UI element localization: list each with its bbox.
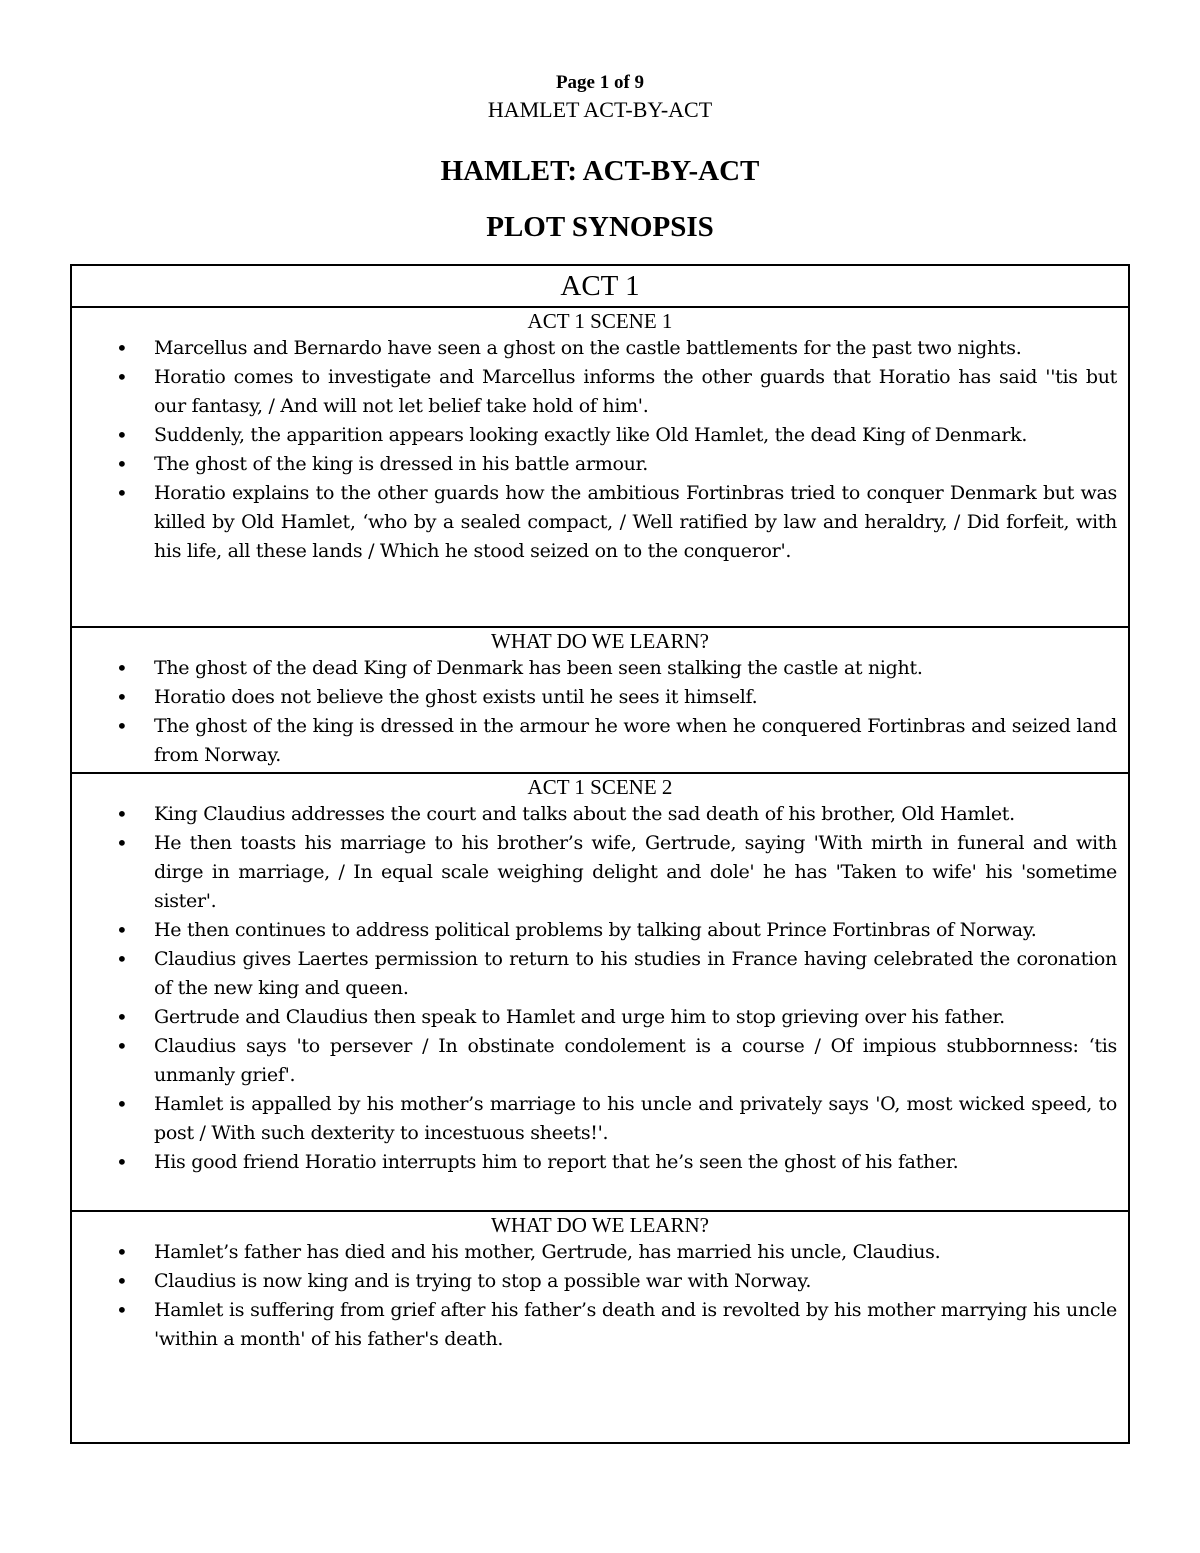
list-item: • He then continues to address political problems by talking about Prince Fortinbras of Norway. (72, 916, 1128, 945)
section-act1-scene1 (72, 308, 1128, 628)
bullet-list (72, 1238, 1128, 1354)
section-what-we-learn-2 (72, 1212, 1128, 1354)
bullet-list (72, 654, 1128, 770)
list-item: • The ghost of the king is dressed in the armour he wore when he conquered Fortinbras and seized land from Norway. (72, 712, 1128, 770)
list-item: • Hamlet is appalled by his mother’s marriage to his uncle and privately says 'O, most wicked speed, to post / With such dexterity to incestuous sheets!'. (72, 1090, 1128, 1148)
list-item: • Marcellus and Bernardo have seen a ghost on the castle battlements for the past two nights. (72, 334, 1128, 363)
act-heading: ACT 1 (72, 266, 1128, 308)
list-item: • Hamlet is suffering from grief after his father’s death and is revolted by his mother marrying his uncle 'within a month' of his father's death. (72, 1296, 1128, 1354)
list-item: • Suddenly, the apparition appears looking exactly like Old Hamlet, the dead King of Denmark. (72, 421, 1128, 450)
section-heading: WHAT DO WE LEARN? (491, 1213, 709, 1237)
list-item: • Horatio does not believe the ghost exists until he sees it himself. (72, 683, 1128, 712)
synopsis-table (70, 264, 1130, 1444)
list-item: • Claudius is now king and is trying to stop a possible war with Norway. (72, 1267, 1128, 1296)
list-item: • Horatio comes to investigate and Marcellus informs the other guards that Horatio has said ''tis but our fantasy, / And will not let belief take hold of him'. (72, 363, 1128, 421)
running-header: HAMLET ACT-BY-ACT (487, 97, 713, 122)
list-item: • Horatio explains to the other guards how the ambitious Fortinbras tried to conquer Denmark but was killed by Old Hamlet, ‘who by a sealed compact, / Well ratified by law and heraldry, / Did forfeit, with his life, all these lands / Which he stood seized on to the conqueror'. (72, 479, 1128, 566)
document-subtitle: PLOT SYNOPSIS (486, 211, 714, 243)
bullet-list (72, 334, 1128, 566)
section-heading: WHAT DO WE LEARN? (491, 629, 709, 653)
list-item: • King Claudius addresses the court and talks about the sad death of his brother, Old Hamlet. (72, 800, 1128, 829)
list-item: • Claudius says 'to persever / In obstinate condolement is a course / Of impious stubbornness: ‘tis unmanly grief'. (72, 1032, 1128, 1090)
list-item: • Gertrude and Claudius then speak to Hamlet and urge him to stop grieving over his father. (72, 1003, 1128, 1032)
section-what-we-learn-1 (72, 628, 1128, 774)
list-item: • He then toasts his marriage to his brother’s wife, Gertrude, saying 'With mirth in funeral and with dirge in marriage, / In equal scale weighing delight and dole' he has 'Taken to wife' his 'sometime sister'. (72, 829, 1128, 916)
document-title: HAMLET: ACT-BY-ACT (440, 155, 760, 187)
list-item: • The ghost of the dead King of Denmark has been seen stalking the castle at night. (72, 654, 1128, 683)
bullet-list (72, 800, 1128, 1177)
section-act1-scene2 (72, 774, 1128, 1212)
section-heading: ACT 1 SCENE 1 (527, 309, 673, 333)
list-item: • Hamlet’s father has died and his mother, Gertrude, has married his uncle, Claudius. (72, 1238, 1128, 1267)
page-number: Page 1 of 9 (555, 72, 645, 93)
list-item: • Claudius gives Laertes permission to return to his studies in France having celebrated the coronation of the new king and queen. (72, 945, 1128, 1003)
list-item: • His good friend Horatio interrupts him to report that he’s seen the ghost of his father. (72, 1148, 1128, 1177)
list-item: • The ghost of the king is dressed in his battle armour. (72, 450, 1128, 479)
section-heading: ACT 1 SCENE 2 (527, 775, 673, 799)
